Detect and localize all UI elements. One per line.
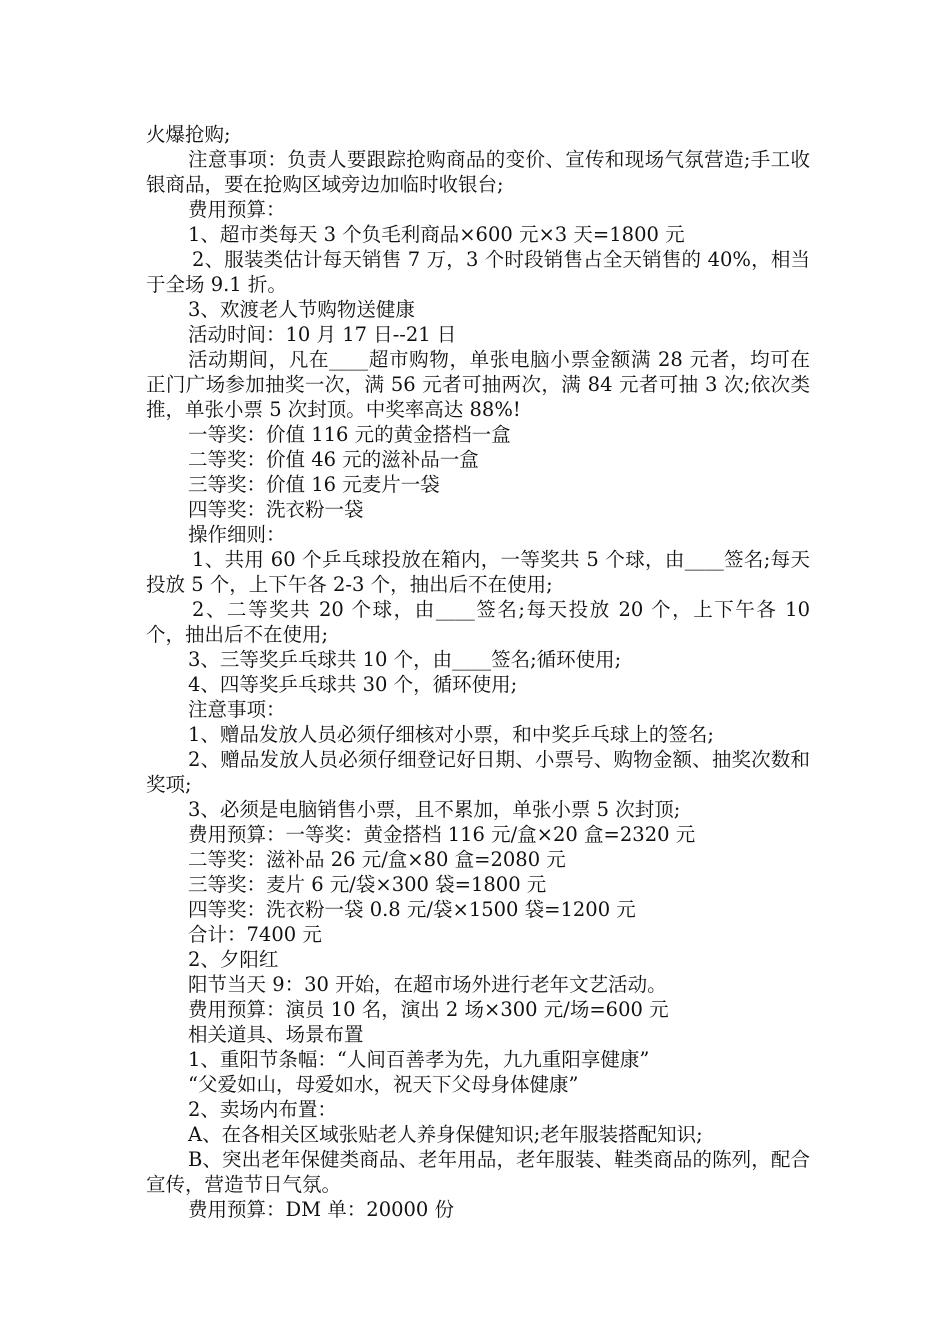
text-paragraph: 2、二等奖共 20 个球，由____签名;每天投放 20 个，上下午各 10 个，抽出后不在使用; bbox=[146, 598, 810, 646]
text-line: 3、欢渡老人节购物送健康 bbox=[188, 298, 415, 321]
text-line: 三等奖：麦片 6 元/袋×300 袋=1800 元 bbox=[188, 873, 547, 896]
text-line: 阳节当天 9：30 开始，在超市场外进行老年文艺活动。 bbox=[188, 973, 667, 996]
text-line: A、在各相关区域张贴老人养身保健知识;老年服装搭配知识; bbox=[188, 1123, 703, 1146]
text-line: “父爱如山，母爱如水，祝天下父母身体健康” bbox=[188, 1073, 579, 1096]
text-line: 2、夕阳红 bbox=[188, 948, 279, 971]
text-line: 1、重阳节条幅：“人间百善孝为先，九九重阳享健康” bbox=[188, 1048, 650, 1071]
text-paragraph: 活动期间，凡在____超市购物，单张电脑小票金额满 28 元者，均可在正门广场参加抽奖一次，满 56 元者可抽两次，满 84 元者可抽 3 次;依次类推，单张小票 5 次封顶。中奖率高达 88%! bbox=[146, 348, 810, 421]
text-line: 2、卖场内布置： bbox=[188, 1098, 337, 1121]
text-line: 3、必须是电脑销售小票，且不累加，单张小票 5 次封顶; bbox=[188, 798, 681, 821]
text-paragraph: 2、服装类估计每天销售 7 万，3 个时段销售占全天销售的 40%，相当于全场 9.1 折。 bbox=[146, 248, 810, 296]
text-line: 费用预算： bbox=[188, 198, 286, 221]
text-line: 四等奖：洗衣粉一袋 0.8 元/袋×1500 袋=1200 元 bbox=[188, 898, 636, 921]
text-line: 费用预算：演员 10 名，演出 2 场×300 元/场=600 元 bbox=[188, 998, 669, 1021]
text-line: 费用预算：DM 单：20000 份 bbox=[188, 1198, 455, 1221]
text-line: 费用预算：一等奖：黄金搭档 116 元/盒×20 盒=2320 元 bbox=[188, 823, 696, 846]
text-line: 三等奖：价值 16 元麦片一袋 bbox=[188, 473, 440, 496]
text-line: 活动时间：10 月 17 日--21 日 bbox=[188, 323, 457, 346]
text-line: 操作细则： bbox=[188, 523, 286, 546]
text-line: 二等奖：价值 46 元的滋补品一盒 bbox=[188, 448, 479, 471]
text-line: 1、赠品发放人员必须仔细核对小票，和中奖乒乓球上的签名; bbox=[188, 723, 714, 746]
text-line: 火爆抢购; bbox=[146, 123, 231, 146]
document-body bbox=[146, 122, 810, 1222]
text-line: 合计：7400 元 bbox=[188, 923, 322, 946]
text-line: 相关道具、场景布置 bbox=[188, 1023, 364, 1046]
text-line: 1、超市类每天 3 个负毛利商品×600 元×3 天=1800 元 bbox=[188, 223, 685, 246]
text-paragraph: 注意事项：负责人要跟踪抢购商品的变价、宣传和现场气氛营造;手工收银商品，要在抢购区域旁边加临时收银台; bbox=[146, 148, 810, 196]
text-line: 一等奖：价值 116 元的黄金搭档一盒 bbox=[188, 423, 511, 446]
text-line: 4、四等奖乒乓球共 30 个，循环使用; bbox=[188, 673, 518, 696]
text-line: 四等奖：洗衣粉一袋 bbox=[188, 498, 364, 521]
text-paragraph: 1、共用 60 个乒乓球投放在箱内，一等奖共 5 个球，由____签名;每天投放 5 个，上下午各 2-3 个，抽出后不在使用; bbox=[146, 548, 810, 596]
text-paragraph: B、突出老年保健类商品、老年用品，老年服装、鞋类商品的陈列，配合宣传，营造节日气氛。 bbox=[146, 1148, 810, 1196]
text-paragraph: 2、赠品发放人员必须仔细登记好日期、小票号、购物金额、抽奖次数和奖项; bbox=[146, 748, 810, 796]
text-line: 3、三等奖乒乓球共 10 个，由____签名;循环使用; bbox=[188, 648, 622, 671]
text-line: 注意事项： bbox=[188, 698, 286, 721]
text-line: 二等奖：滋补品 26 元/盒×80 盒=2080 元 bbox=[188, 848, 566, 871]
